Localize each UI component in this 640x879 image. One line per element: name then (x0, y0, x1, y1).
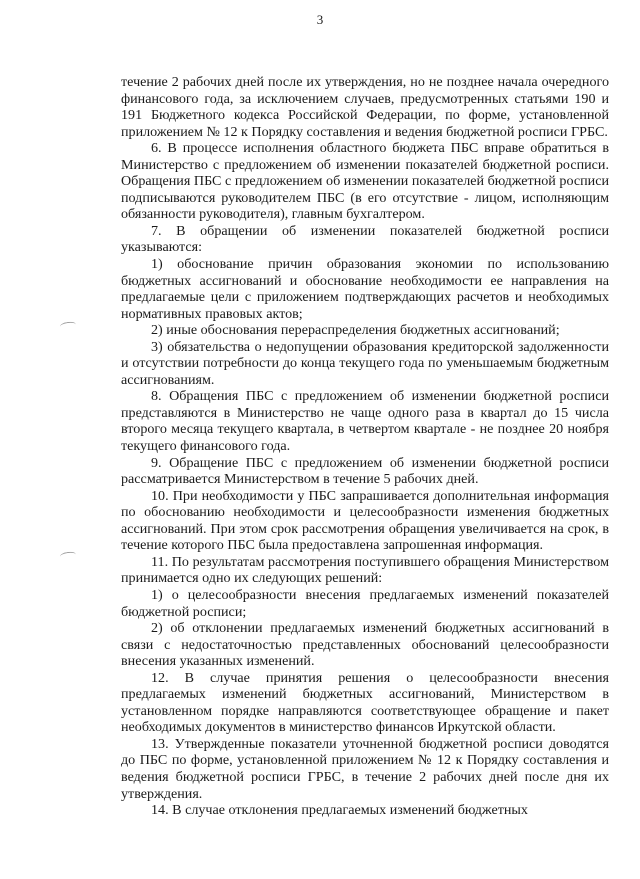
paragraph-10: 10. При необходимости у ПБС запрашивается дополнительная информация по обоснованию необходимости и целесообразности изменения бюджетных ассигнований. При этом срок рассмотрения обращения увеличивается на срок, в течение которого ПБС была предоставлена запрошенная информация. (121, 487, 609, 554)
paragraph-14: 14. В случае отклонения предлагаемых изменений бюджетных (151, 802, 528, 819)
paragraph-7: 7. В обращении об изменении показателей бюджетной росписи указываются: (121, 222, 609, 256)
margin-scan-mark (60, 551, 77, 560)
margin-scan-mark (60, 321, 77, 330)
paragraph-12: 12. В случае принятия решения о целесообразности внесения предлагаемых изменений бюджетных ассигнований, Министерством в установленном порядке направляются соответствующее обращение и пакет необходимых документов в министерство финансов Иркутской области. (121, 669, 609, 736)
paragraph-8: 8. Обращения ПБС с предложением об изменении бюджетной росписи представляются в Министерство не чаще одного раза в квартал до 15 числа второго месяца текущего квартала, в четвертом квартале - не позднее 20 ноября текущего финансового года. (121, 388, 609, 455)
paragraph-11-item-2: 2) об отклонении предлагаемых изменений бюджетных ассигнований в связи с недостаточностью представленных обоснований целесообразности внесения указанных изменений. (121, 620, 609, 670)
page-number: 3 (316, 12, 324, 27)
document-body (121, 74, 609, 819)
paragraph-5-continuation: течение 2 рабочих дней после их утверждения, но не позднее начала очередного финансового года, за исключением случаев, предусмотренных статьями 190 и 191 Бюджетного кодекса Российской Федерации, по форме, установленной приложением № 12 к Порядку составления и ведения бюджетной росписи ГРБС. (121, 74, 609, 140)
paragraph-13: 13. Утвержденные показатели уточненной бюджетной росписи доводятся до ПБС по форме, установленной приложением № 12 к Порядку составления и ведения бюджетной росписи ГРБС, в течение 2 рабочих дней после дня их утверждения. (121, 735, 609, 802)
paragraph-11-item-1: 1) о целесообразности внесения предлагаемых изменений показателей бюджетной росписи; (121, 586, 609, 620)
paragraph-7-item-1: 1) обоснование причин образования экономии по использованию бюджетных ассигнований и обоснование необходимости ее направления на предлагаемые цели с приложением подтверждающих расчетов и необходимых нормативных правовых актов; (121, 256, 609, 322)
paragraph-11: 11. По результатам рассмотрения поступившего обращения Министерством принимается одно их следующих решений: (121, 553, 609, 587)
paragraph-9: 9. Обращение ПБС с предложением об изменении бюджетной росписи рассматривается Министерством в течение 5 рабочих дней. (121, 454, 609, 488)
paragraph-7-item-2: 2) иные обоснования перераспределения бюджетных ассигнований; (151, 322, 560, 339)
paragraph-7-item-3: 3) обязательства о недопущении образования кредиторской задолженности и отсутствии потребности до конца текущего года по уменьшаемым бюджетным ассигнованиям. (121, 338, 609, 388)
paragraph-6: 6. В процессе исполнения областного бюджета ПБС вправе обратиться в Министерство с предложением об изменении показателей бюджетной росписи. Обращения ПБС с предложением об изменении показателей бюджетной росписи подписываются руководителем ПБС (в его отсутствие - лицом, исполняющим обязанности руководителя), главным бухгалтером. (121, 140, 609, 223)
